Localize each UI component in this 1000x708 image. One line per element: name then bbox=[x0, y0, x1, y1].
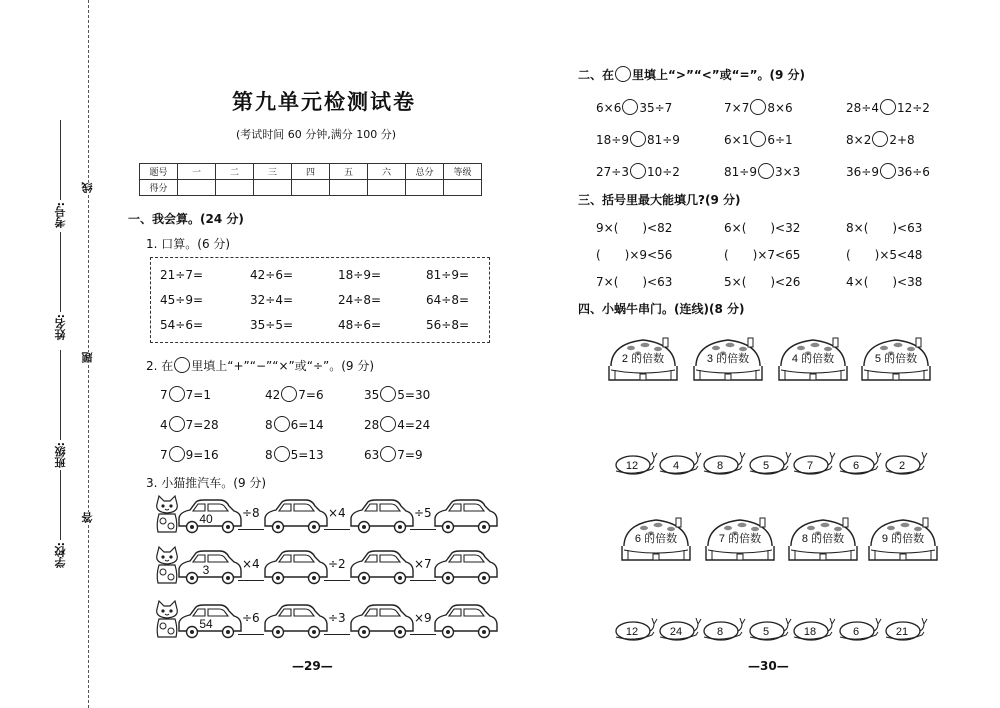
q2-item: 35 5=30 bbox=[364, 388, 431, 402]
answer-circle-icon[interactable] bbox=[169, 416, 185, 432]
house-icon[interactable] bbox=[690, 336, 766, 388]
operation-label: ÷3 bbox=[328, 611, 346, 625]
svg-text:40: 40 bbox=[199, 512, 213, 526]
answer-circle-icon[interactable] bbox=[281, 386, 297, 402]
school-label: 学校: bbox=[54, 542, 67, 569]
s2-item: 6×1 6÷1 bbox=[724, 133, 793, 147]
score-header-cell: 四 bbox=[292, 164, 330, 180]
answer-car[interactable] bbox=[348, 549, 416, 591]
snail-icon[interactable] bbox=[748, 452, 792, 480]
svg-text:5: 5 bbox=[762, 460, 770, 472]
s2-item: 7×7 8×6 bbox=[724, 101, 793, 115]
q2-title bbox=[146, 357, 374, 374]
score-cell[interactable] bbox=[444, 180, 482, 196]
svg-text:4: 4 bbox=[672, 460, 680, 472]
snail-icon[interactable] bbox=[792, 618, 836, 646]
svg-text:5 的倍数: 5 的倍数 bbox=[874, 353, 918, 365]
answer-car[interactable] bbox=[432, 498, 500, 540]
snail-icon[interactable] bbox=[884, 618, 928, 646]
answer-circle-icon[interactable] bbox=[380, 416, 396, 432]
answer-circle-icon[interactable] bbox=[630, 131, 646, 147]
school-line bbox=[60, 470, 61, 540]
svg-text:6: 6 bbox=[852, 626, 860, 638]
house-icon[interactable] bbox=[618, 516, 694, 568]
answer-circle-icon[interactable] bbox=[380, 446, 396, 462]
operation-label: ÷2 bbox=[328, 557, 346, 571]
q1-item: 42÷6= bbox=[250, 268, 294, 282]
s2-item: 18÷9 81÷9 bbox=[596, 133, 680, 147]
answer-car[interactable] bbox=[262, 603, 330, 645]
answer-circle-icon[interactable] bbox=[750, 131, 766, 147]
score-header-cell: 三 bbox=[254, 164, 292, 180]
score-cell[interactable] bbox=[368, 180, 406, 196]
answer-circle-icon[interactable] bbox=[622, 99, 638, 115]
s3-item[interactable]: 5×( )<26 bbox=[724, 275, 801, 289]
operation-label: ×4 bbox=[242, 557, 260, 571]
snail-icon[interactable] bbox=[614, 618, 658, 646]
q1-item: 18÷9= bbox=[338, 268, 382, 282]
right-page-number: —30— bbox=[748, 659, 789, 673]
q2-item: 8 5=13 bbox=[265, 448, 324, 462]
score-table-header-row bbox=[140, 164, 482, 180]
answer-car[interactable] bbox=[432, 603, 500, 645]
s3-item[interactable]: 6×( )<32 bbox=[724, 221, 801, 235]
answer-circle-icon[interactable] bbox=[169, 446, 185, 462]
svg-text:3 的倍数: 3 的倍数 bbox=[706, 353, 750, 365]
section-3-heading: 三、括号里最大能填几?(9 分) bbox=[578, 193, 741, 207]
score-table-score-row bbox=[140, 180, 482, 196]
score-header-cell: 五 bbox=[330, 164, 368, 180]
operation-label: ÷6 bbox=[242, 611, 260, 625]
house-icon[interactable] bbox=[775, 336, 851, 388]
left-page-number: —29— bbox=[292, 659, 333, 673]
class-label: 班级: bbox=[54, 442, 67, 469]
svg-text:12: 12 bbox=[625, 626, 639, 638]
snail-icon[interactable] bbox=[702, 618, 746, 646]
s3-item[interactable]: ( )×9<56 bbox=[596, 248, 673, 262]
snail-icon[interactable] bbox=[838, 452, 882, 480]
q2-item: 63 7=9 bbox=[364, 448, 423, 462]
q1-item: 32÷4= bbox=[250, 293, 294, 307]
operation-label: ÷8 bbox=[242, 506, 260, 520]
svg-text:7: 7 bbox=[806, 460, 814, 472]
seal-word-ti: 题 bbox=[81, 352, 94, 363]
score-header-cell: 题号 bbox=[140, 164, 178, 180]
connector-line bbox=[238, 580, 264, 581]
section-2-pre: 二、在 bbox=[578, 68, 615, 82]
section-4-heading: 四、小蜗牛串门。(连线)(8 分) bbox=[578, 302, 745, 316]
operation-label: ÷5 bbox=[414, 506, 432, 520]
start-car bbox=[176, 498, 244, 540]
svg-text:9 的倍数: 9 的倍数 bbox=[881, 533, 925, 545]
seal-word-xian: 线 bbox=[81, 182, 94, 193]
house-icon[interactable] bbox=[605, 336, 681, 388]
snail-icon[interactable] bbox=[792, 452, 836, 480]
svg-text:4 的倍数: 4 的倍数 bbox=[791, 353, 835, 365]
score-cell[interactable] bbox=[178, 180, 216, 196]
svg-text:2 的倍数: 2 的倍数 bbox=[621, 353, 665, 365]
answer-circle-icon bbox=[174, 357, 190, 373]
snail-icon[interactable] bbox=[702, 452, 746, 480]
svg-text:24: 24 bbox=[669, 626, 683, 638]
svg-text:18: 18 bbox=[803, 626, 817, 638]
q2-item: 7 7=1 bbox=[160, 388, 211, 402]
s3-item[interactable]: 7×( )<63 bbox=[596, 275, 673, 289]
house-icon[interactable] bbox=[865, 516, 941, 568]
q1-title: 1. 口算。(6 分) bbox=[146, 237, 231, 251]
score-header-cell: 一 bbox=[178, 164, 216, 180]
score-header-cell: 总分 bbox=[406, 164, 444, 180]
answer-circle-icon[interactable] bbox=[872, 131, 888, 147]
start-car bbox=[176, 549, 244, 591]
section-1-heading: 一、我会算。(24 分) bbox=[128, 212, 244, 226]
s2-item: 8×2 2+8 bbox=[846, 133, 915, 147]
q1-item: 56÷8= bbox=[426, 318, 470, 332]
s3-item[interactable]: ( )×5<48 bbox=[846, 248, 923, 262]
answer-car[interactable] bbox=[262, 498, 330, 540]
house-icon[interactable] bbox=[785, 516, 861, 568]
q1-item: 45÷9= bbox=[160, 293, 204, 307]
s2-item: 6×6 35÷7 bbox=[596, 101, 673, 115]
answer-car[interactable] bbox=[348, 603, 416, 645]
q1-item: 54÷6= bbox=[160, 318, 204, 332]
svg-text:6 的倍数: 6 的倍数 bbox=[634, 533, 678, 545]
answer-circle-icon[interactable] bbox=[880, 99, 896, 115]
q2-item: 28 4=24 bbox=[364, 418, 431, 432]
section-2-post: 里填上“>”“<”或“=”。(9 分) bbox=[632, 68, 805, 82]
exam-number-line bbox=[60, 120, 61, 200]
q2-item: 42 7=6 bbox=[265, 388, 324, 402]
answer-circle-icon[interactable] bbox=[630, 163, 646, 179]
page-title: 第九单元检测试卷 bbox=[232, 89, 416, 114]
score-cell[interactable] bbox=[254, 180, 292, 196]
score-table bbox=[139, 163, 482, 196]
connector-line bbox=[324, 580, 350, 581]
q1-item: 21÷7= bbox=[160, 268, 204, 282]
answer-circle-icon[interactable] bbox=[274, 416, 290, 432]
answer-circle-icon[interactable] bbox=[750, 99, 766, 115]
svg-text:8: 8 bbox=[716, 460, 724, 472]
svg-text:54: 54 bbox=[199, 617, 213, 631]
score-cell[interactable] bbox=[406, 180, 444, 196]
svg-text:8: 8 bbox=[716, 626, 724, 638]
q1-item: 35÷5= bbox=[250, 318, 294, 332]
svg-text:12: 12 bbox=[625, 460, 639, 472]
score-row-label: 得分 bbox=[140, 180, 178, 196]
connector-line bbox=[324, 529, 350, 530]
score-cell[interactable] bbox=[292, 180, 330, 196]
svg-text:2: 2 bbox=[898, 460, 906, 472]
class-line bbox=[60, 350, 61, 440]
answer-car[interactable] bbox=[262, 549, 330, 591]
s3-item[interactable]: ( )×7<65 bbox=[724, 248, 801, 262]
answer-circle-icon[interactable] bbox=[380, 386, 396, 402]
s3-item[interactable]: 4×( )<38 bbox=[846, 275, 923, 289]
snail-icon[interactable] bbox=[748, 618, 792, 646]
q2-title-post: 里填上“+”“−”“×”或“÷”。(9 分) bbox=[191, 359, 375, 373]
answer-car[interactable] bbox=[432, 549, 500, 591]
svg-text:3: 3 bbox=[202, 563, 210, 577]
snail-icon[interactable] bbox=[884, 452, 928, 480]
q1-item: 81÷9= bbox=[426, 268, 470, 282]
svg-text:8 的倍数: 8 的倍数 bbox=[801, 533, 845, 545]
operation-label: ×9 bbox=[414, 611, 432, 625]
q2-item: 8 6=14 bbox=[265, 418, 324, 432]
s2-item: 36÷9 36÷6 bbox=[846, 165, 930, 179]
snail-icon[interactable] bbox=[614, 452, 658, 480]
section-2-heading bbox=[578, 66, 805, 83]
q2-item: 4 7=28 bbox=[160, 418, 219, 432]
house-icon[interactable] bbox=[702, 516, 778, 568]
answer-circle-icon[interactable] bbox=[758, 163, 774, 179]
svg-text:5: 5 bbox=[762, 626, 770, 638]
exam-number-label: 考号: bbox=[54, 202, 67, 229]
q2-item: 7 9=16 bbox=[160, 448, 219, 462]
s2-item: 28÷4 12÷2 bbox=[846, 101, 930, 115]
s3-item[interactable]: 8×( )<63 bbox=[846, 221, 923, 235]
q1-item: 64÷8= bbox=[426, 293, 470, 307]
score-cell[interactable] bbox=[330, 180, 368, 196]
score-cell[interactable] bbox=[216, 180, 254, 196]
s3-item[interactable]: 9×( )<82 bbox=[596, 221, 673, 235]
s2-item: 81÷9 3×3 bbox=[724, 165, 801, 179]
answer-circle-icon[interactable] bbox=[169, 386, 185, 402]
answer-circle-icon[interactable] bbox=[274, 446, 290, 462]
operation-label: ×7 bbox=[414, 557, 432, 571]
operation-label: ×4 bbox=[328, 506, 346, 520]
house-icon[interactable] bbox=[858, 336, 934, 388]
score-header-cell: 二 bbox=[216, 164, 254, 180]
s2-item: 27÷3 10÷2 bbox=[596, 165, 680, 179]
snail-icon[interactable] bbox=[658, 452, 702, 480]
seal-word-da: 答 bbox=[81, 512, 94, 523]
q2-title-pre: 2. 在 bbox=[146, 359, 174, 373]
q1-item: 48÷6= bbox=[338, 318, 382, 332]
q1-item: 24÷8= bbox=[338, 293, 382, 307]
start-car bbox=[176, 603, 244, 645]
answer-circle-icon[interactable] bbox=[880, 163, 896, 179]
svg-text:7 的倍数: 7 的倍数 bbox=[718, 533, 762, 545]
name-line bbox=[60, 232, 61, 312]
connector-line bbox=[238, 529, 264, 530]
connector-line bbox=[238, 634, 264, 635]
name-label: 姓名: bbox=[54, 314, 67, 341]
svg-text:21: 21 bbox=[895, 626, 909, 638]
score-header-cell: 等级 bbox=[444, 164, 482, 180]
snail-icon[interactable] bbox=[658, 618, 702, 646]
answer-circle-icon bbox=[615, 66, 631, 82]
answer-car[interactable] bbox=[348, 498, 416, 540]
snail-icon[interactable] bbox=[838, 618, 882, 646]
score-header-cell: 六 bbox=[368, 164, 406, 180]
connector-line bbox=[324, 634, 350, 635]
svg-text:6: 6 bbox=[852, 460, 860, 472]
exam-subtitle: (考试时间 60 分钟,满分 100 分) bbox=[236, 128, 397, 141]
q3-title: 3. 小猫推汽车。(9 分) bbox=[146, 476, 267, 490]
